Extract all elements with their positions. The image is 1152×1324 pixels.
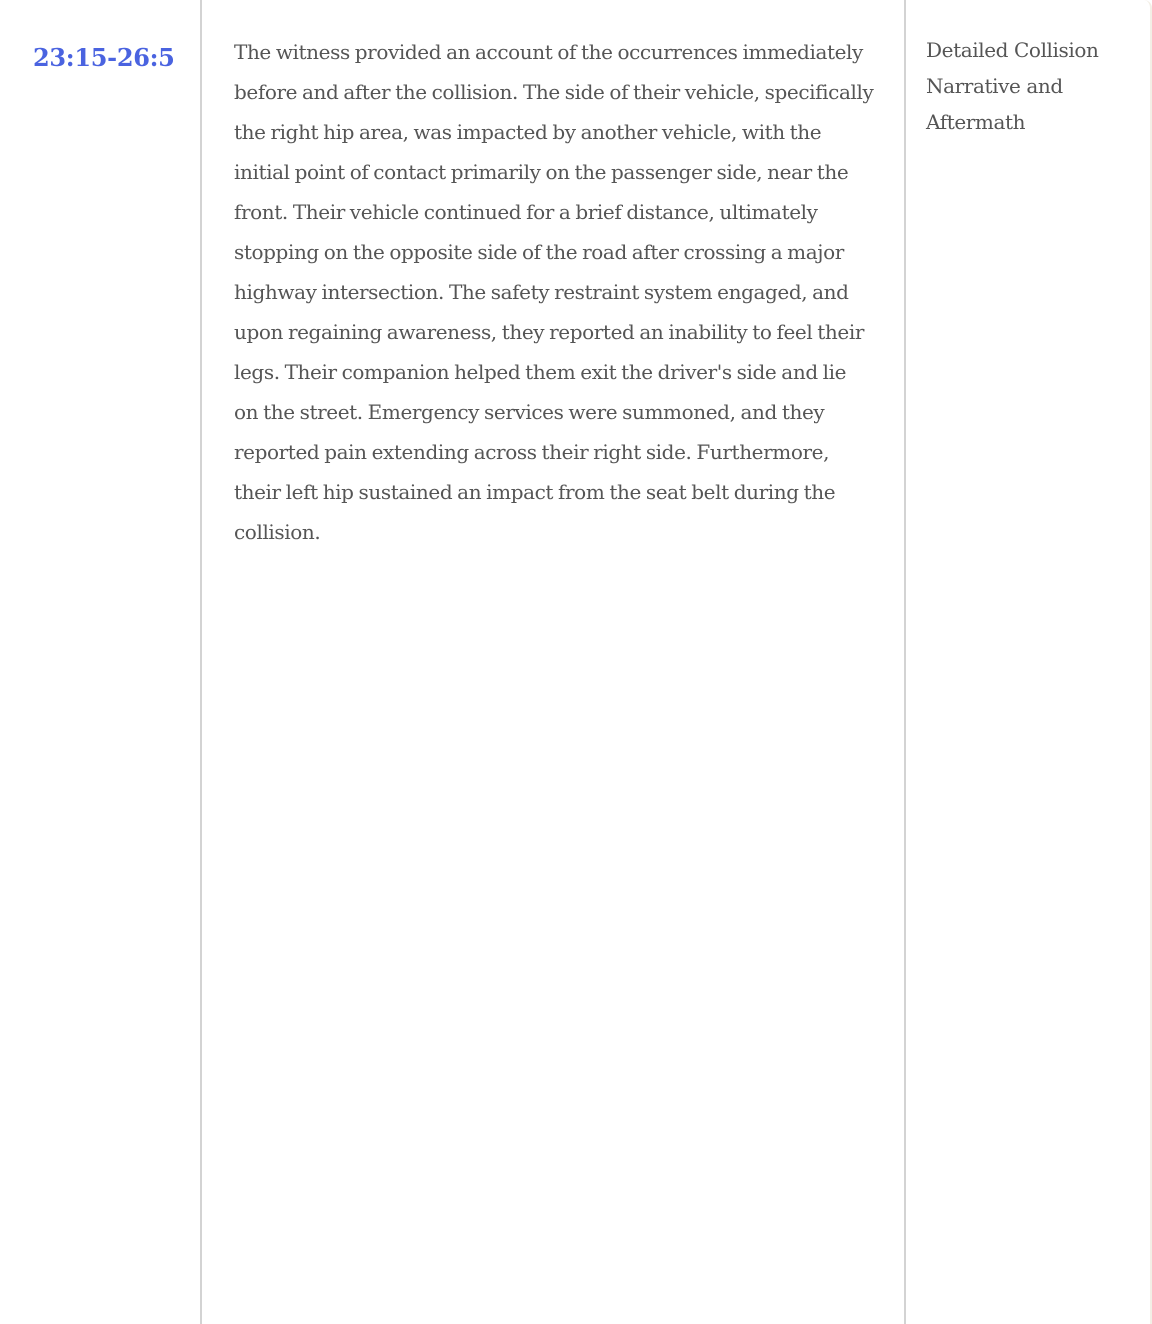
timestamp-column bbox=[0, 0, 202, 1324]
transcript-column bbox=[204, 0, 906, 1324]
segment-topic-label: Detailed Collision Narrative and Aftermath bbox=[926, 38, 1099, 134]
segment-transcript-text: The witness provided an account of the occurrences immediately before and after the collision. The side of their vehicle, specifically the right hip area, was impacted by another vehicle, with the initial point of contact primarily on the passenger side, near the front. Their vehicle continued for a brief distance, ultimately stopping on the opposite side of the road after crossing a major highway intersection. The safety restraint system engaged, and upon regaining awareness, they reported an inability to feel their legs. Their companion helped them exit the driver's side and lie on the street. Emergency services were summoned, and they reported pain extending across their right side. Furthermore, their left hip sustained an impact from the seat belt during the collision. bbox=[234, 40, 874, 544]
topic-column bbox=[908, 0, 1148, 1324]
segment-timestamp[interactable]: 23:15-26:5 bbox=[33, 43, 175, 72]
